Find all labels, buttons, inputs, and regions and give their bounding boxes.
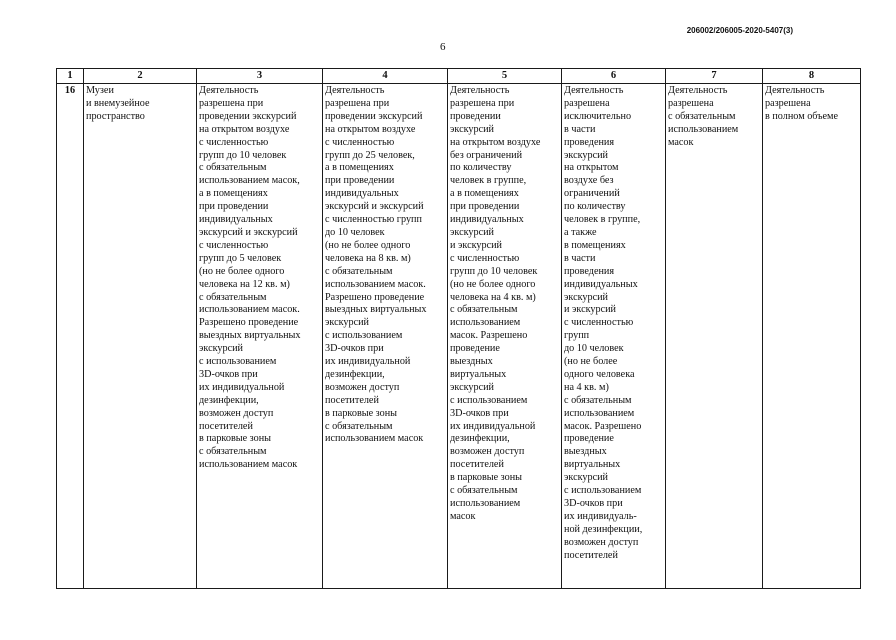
cell-text-line: в парковые зоны [325, 407, 398, 419]
column-header: 6 [562, 69, 666, 84]
cell-text-line: их индивидуаль- [564, 510, 637, 522]
regulation-table [56, 68, 861, 589]
cell-text-line: и экскурсий [450, 239, 503, 251]
cell-text-line: использованием масок [325, 433, 424, 445]
cell-text-line: по количеству [450, 162, 512, 174]
cell-text-line: с численностью [199, 136, 269, 148]
cell-text-line: Деятельность [564, 85, 624, 96]
cell-text-line: выездных [564, 446, 607, 458]
cell-text-line: групп до 10 человек [450, 265, 538, 277]
cell-text-line: проведения [564, 265, 615, 277]
cell-text-line: индивидуальных [199, 214, 273, 226]
cell-text-line: 3D-очков при [199, 368, 258, 380]
cell-text-line: Деятельность [325, 85, 385, 96]
cell-text-line: проведение [564, 433, 614, 445]
cell-text-line: с численностью [450, 252, 520, 264]
cell-text-line: дезинфекции, [325, 368, 385, 380]
cell-text-line: человек в группе, [450, 175, 527, 187]
cell-text-line: их индивидуальной [450, 420, 536, 432]
cell-text-line: 3D-очков при [450, 407, 509, 419]
cell-text-line: с численностью групп [325, 214, 422, 226]
cell-text-line: использованием масок. [325, 278, 426, 290]
column-header: 3 [197, 69, 323, 84]
cell-text-line: экскурсий [450, 123, 495, 135]
cell-text-line: использованием [668, 123, 739, 135]
cell-text-line: их индивидуальной [199, 381, 285, 393]
cell-text-line: посетителей [199, 420, 253, 432]
cell-text-line: Разрешено проведение [199, 317, 299, 329]
cell-text-line: одного человека [564, 368, 635, 380]
cell-text-line: с использованием [564, 485, 642, 497]
cell-text-line: человек в группе, [564, 214, 641, 226]
cell-text-line: а в помещениях [450, 188, 519, 200]
cell-text-line: (но не более [564, 356, 618, 368]
cell-text-line: разрешена [765, 97, 811, 109]
cell-text-line: дезинфекции, [199, 394, 259, 406]
cell-text-line: при проведении [325, 175, 395, 187]
table-cell [323, 84, 448, 589]
cell-text-line: разрешена [668, 97, 714, 109]
cell-text-line: и экскурсий [564, 304, 617, 316]
cell-text-line: с численностью [325, 136, 395, 148]
cell-text-line: в парковые зоны [199, 433, 272, 445]
table-row [57, 84, 861, 589]
table-cell [197, 84, 323, 589]
cell-text-line: дезинфекции, [450, 433, 510, 445]
cell-text-line: экскурсий и экскурсий [199, 226, 298, 238]
column-header: 2 [84, 69, 197, 84]
cell-text-line: на 4 кв. м) [564, 381, 609, 393]
cell-text-line: индивидуальных [325, 188, 399, 200]
cell-text-line: Деятельность [668, 85, 728, 96]
cell-text-line: выездных виртуальных [199, 330, 301, 342]
cell-text-line: экскурсий [199, 343, 244, 355]
cell-text-line: разрешена при [450, 97, 515, 109]
cell-text-line: в полном объеме [765, 110, 838, 122]
cell-text-line: и внемузейное [86, 97, 150, 109]
cell-text-line: проведения [564, 136, 615, 148]
cell-text-line: Деятельность [199, 85, 259, 96]
cell-text-line: экскурсий [450, 381, 495, 393]
cell-text-line: с численностью [199, 239, 269, 251]
column-header: 4 [323, 69, 448, 84]
cell-text-line: использованием масок, [199, 175, 300, 187]
cell-text-line: а в помещениях [325, 162, 394, 174]
column-header: 8 [763, 69, 861, 84]
cell-text-line: возможен доступ [564, 536, 639, 548]
cell-text-line: с обязательным [199, 162, 267, 174]
cell-text-line: до 10 человек [564, 343, 624, 355]
cell-text-line: до 10 человек [325, 226, 385, 238]
cell-text-line: на открытом воздухе [199, 123, 290, 135]
cell-text-line: возможен доступ [199, 407, 274, 419]
cell-text-line: с обязательным [564, 394, 632, 406]
cell-text-line: выездных виртуальных [325, 304, 427, 316]
cell-text-line: виртуальных [450, 368, 507, 380]
table-cell [84, 84, 197, 589]
cell-text-line: выездных [450, 356, 493, 368]
cell-text-line: пространство [86, 110, 145, 122]
cell-text-line: на открытом [564, 162, 619, 174]
cell-text-line: человека на 12 кв. м) [199, 278, 290, 290]
cell-text-line: с использованием [199, 356, 277, 368]
column-header: 7 [666, 69, 763, 84]
cell-text-line: разрешена при [199, 97, 264, 109]
cell-text-line: Разрешено проведение [325, 291, 425, 303]
cell-text-line: с обязательным [199, 446, 267, 458]
cell-text-line: групп до 25 человек, [325, 149, 415, 161]
cell-text-line: с обязательным [199, 291, 267, 303]
column-header: 1 [57, 69, 84, 84]
cell-text-line: экскурсий и экскурсий [325, 201, 424, 213]
cell-text-line: (но не более одного [450, 278, 536, 290]
cell-text-line: использованием [450, 317, 521, 329]
cell-text-line: разрешена [564, 97, 610, 109]
cell-text-line: посетителей [450, 459, 504, 471]
cell-text-line: возможен доступ [450, 446, 525, 458]
cell-text-line: а в помещениях [199, 188, 268, 200]
cell-text-line: возможен доступ [325, 381, 400, 393]
cell-text-line: Музеи [86, 85, 114, 96]
cell-text-line: проведение [450, 343, 500, 355]
cell-text-line: экскурсий [564, 149, 609, 161]
cell-text-line: проведении экскурсий [325, 110, 423, 122]
cell-text-line: виртуальных [564, 459, 621, 471]
cell-text-line: проведении [450, 110, 501, 122]
header-row [57, 69, 861, 84]
cell-text-line: воздухе без [564, 175, 614, 187]
column-header: 5 [448, 69, 562, 84]
cell-text-line: экскурсий [564, 472, 609, 484]
cell-text-line: с обязательным [450, 485, 518, 497]
cell-text-line: человека на 8 кв. м) [325, 252, 411, 264]
cell-text-line: на открытом воздухе [450, 136, 541, 148]
cell-text-line: (но не более одного [325, 239, 411, 251]
cell-text-line: Деятельность [450, 85, 510, 96]
document-code: 206002/206005-2020-5407(3) [686, 26, 793, 35]
cell-text-line: в части [564, 252, 596, 264]
cell-text-line: в части [564, 123, 596, 135]
cell-text-line: в парковые зоны [450, 472, 523, 484]
cell-text-line: человека на 4 кв. м) [450, 291, 536, 303]
cell-text-line: с обязательным [668, 110, 736, 122]
cell-text-line: по количеству [564, 201, 626, 213]
table-cell [448, 84, 562, 589]
table-cell [763, 84, 861, 589]
cell-text-line: исключительно [564, 110, 632, 122]
cell-text-line: масок [668, 136, 694, 148]
cell-text-line: использованием [450, 498, 521, 509]
cell-text-line: масок. Разрешено [564, 420, 642, 432]
cell-text-line: разрешена при [325, 97, 390, 109]
cell-text-line: ограничений [564, 188, 620, 200]
row-number: 16 [57, 84, 84, 589]
cell-text-line: 3D-очков при [564, 498, 623, 509]
cell-text-line: без ограничений [450, 149, 523, 161]
cell-text-line: индивидуальных [450, 214, 524, 226]
cell-text-line: с обязательным [325, 265, 393, 277]
cell-text-line: с обязательным [450, 304, 518, 316]
cell-text-line: их индивидуальной [325, 356, 411, 368]
cell-text-line: проведении экскурсий [199, 110, 297, 122]
cell-text-line: с использованием [325, 330, 403, 342]
cell-text-line: групп до 5 человек [199, 252, 282, 264]
cell-text-line: с численностью [564, 317, 634, 329]
cell-text-line: а также [564, 226, 597, 238]
table-cell [666, 84, 763, 589]
cell-text-line: экскурсий [325, 317, 370, 329]
cell-text-line: (но не более одного [199, 265, 285, 277]
cell-text-line: экскурсий [450, 226, 495, 238]
cell-text-line: при проведении [199, 201, 269, 213]
cell-text-line: 3D-очков при [325, 343, 384, 355]
cell-text-line: групп до 10 человек [199, 149, 287, 161]
cell-text-line: использованием масок [199, 459, 298, 471]
cell-text-line: использованием масок. [199, 304, 300, 316]
cell-text-line: масок. Разрешено [450, 330, 528, 342]
cell-text-line: в помещениях [564, 239, 626, 251]
page-number: 6 [440, 41, 446, 53]
table-cell [562, 84, 666, 589]
cell-text-line: индивидуальных [564, 278, 638, 290]
cell-text-line: на открытом воздухе [325, 123, 416, 135]
cell-text-line: Деятельность [765, 85, 825, 96]
cell-text-line: с обязательным [325, 420, 393, 432]
cell-text-line: с использованием [450, 394, 528, 406]
cell-text-line: при проведении [450, 201, 520, 213]
cell-text-line: посетителей [325, 394, 379, 406]
cell-text-line: экскурсий [564, 291, 609, 303]
cell-text-line: масок [450, 510, 476, 522]
cell-text-line: использованием [564, 407, 635, 419]
cell-text-line: ной дезинфекции, [564, 523, 643, 535]
cell-text-line: посетителей [564, 549, 618, 561]
cell-text-line: групп [564, 330, 590, 342]
